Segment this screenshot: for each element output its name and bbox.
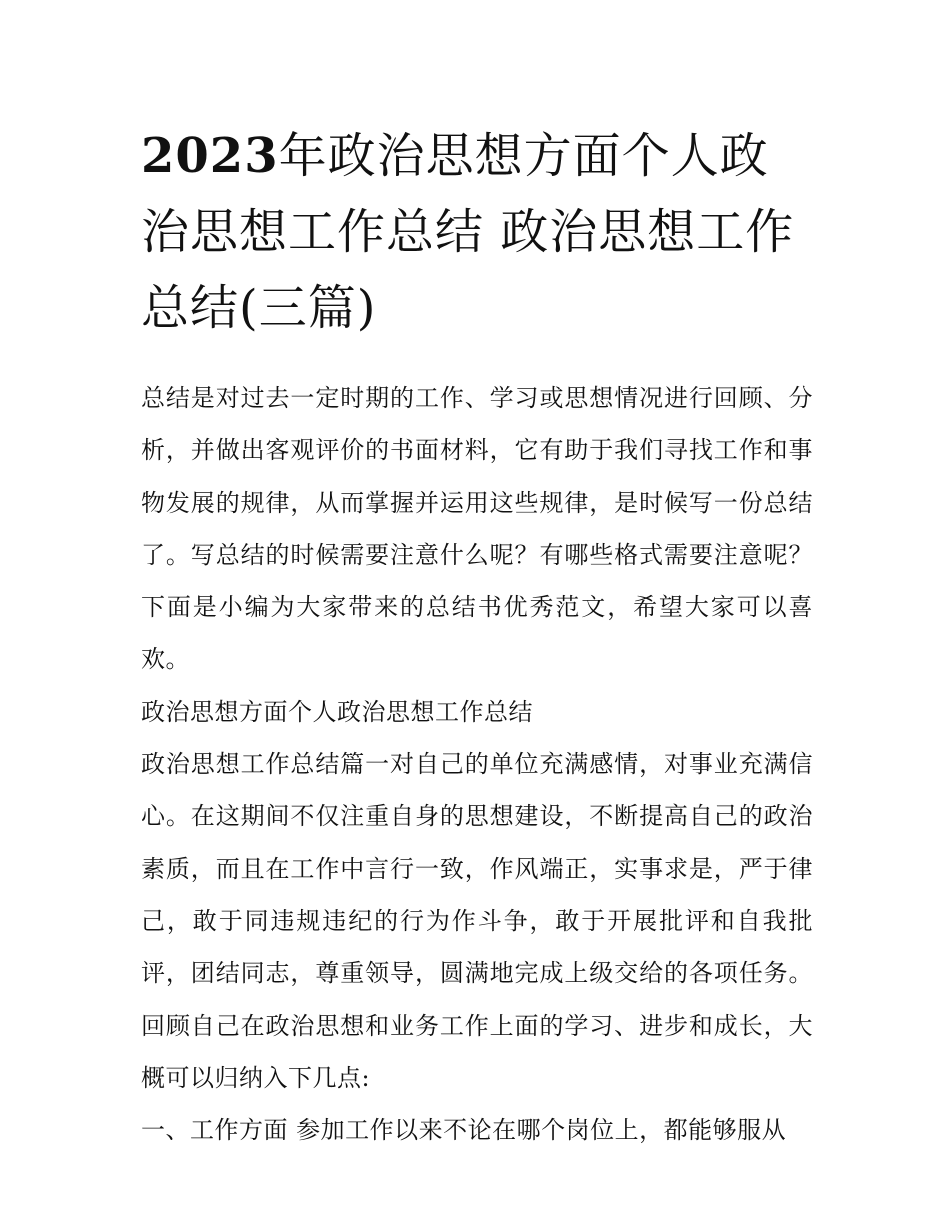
- document-content: [141, 118, 813, 1156]
- intro-paragraph: 总结是对过去一定时期的工作、学习或思想情况进行回顾、分析，并做出客观评价的书面材料，它有助于我们寻找工作和事物发展的规律，从而掌握并运用这些规律，是时候写一份总结了。写总结的时候需要注意什么呢？有哪些格式需要注意呢？下面是小编为大家带来的总结书优秀范文，希望大家可以喜欢。: [141, 384, 813, 674]
- document-title: [141, 118, 813, 346]
- body-paragraph: 政治思想工作总结篇一对自己的单位充满感情，对事业充满信心。在这期间不仅注重自身的思想建设，不断提高自己的政治素质，而且在工作中言行一致，作风端正，实事求是，严于律己，敢于同违规违纪的行为作斗争，敢于开展批评和自我批评，团结同志，尊重领导，圆满地完成上级交给的各项任务。回顾自己在政治思想和业务工作上面的学习、进步和成长，大概可以归纳入下几点:: [141, 750, 813, 1092]
- section-heading: 政治思想方面个人政治思想工作总结: [141, 697, 533, 726]
- body-paragraph-work: 一、工作方面 参加工作以来不论在哪个岗位上，都能够服从: [141, 1116, 787, 1145]
- title-text: 年政治思想方面个人政治思想工作总结 政治思想工作总结(三篇): [141, 128, 795, 336]
- title-year: 2023: [141, 128, 279, 184]
- document-body: [141, 372, 813, 1156]
